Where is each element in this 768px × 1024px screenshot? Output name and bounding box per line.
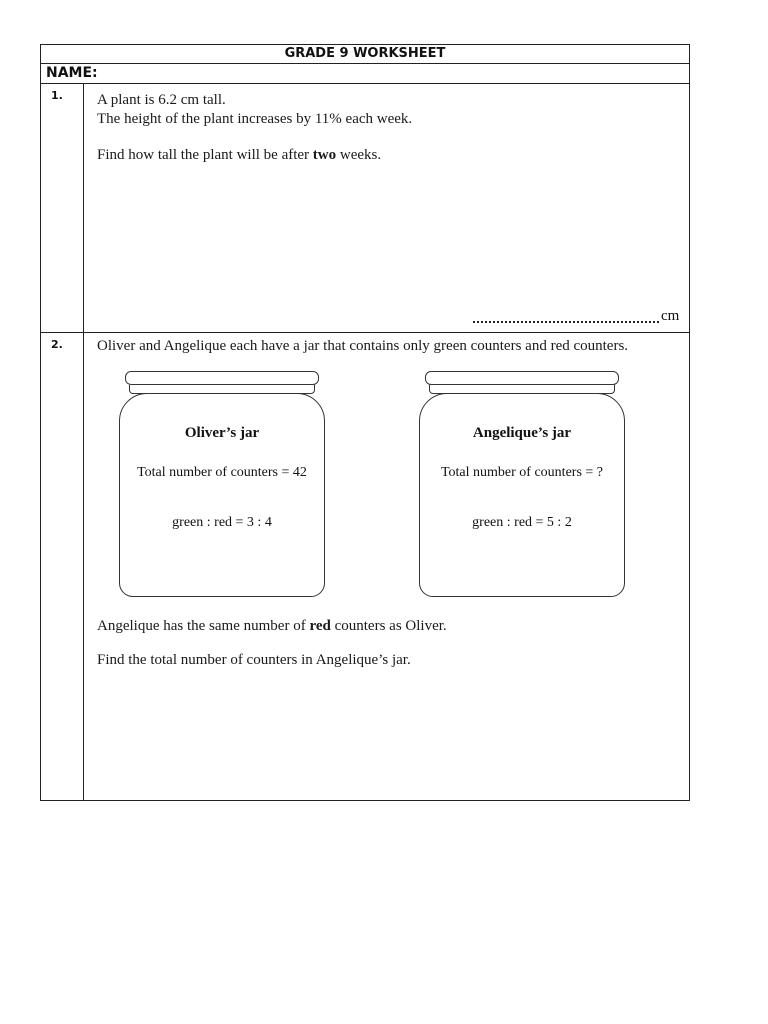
question-1-line-3-start: Find how tall the plant will be after [97,147,313,163]
jar-ratio: green : red = 5 : 2 [472,515,572,530]
question-1-line-2: The height of the plant increases by 11% each week. [97,111,413,127]
question-1-line-1: A plant is 6.2 cm tall. [97,92,226,108]
worksheet-title: GRADE 9 WORKSHEET [41,45,689,64]
question-2-statement-start: Angelique has the same number of [97,618,310,634]
question-2-emphasis: red [309,618,331,634]
question-1-number: 1. [51,89,63,102]
question-2-intro: Oliver and Angelique each have a jar that contains only green counters and red counters. [97,338,629,354]
jar-lid [125,371,319,385]
jar-total: Total number of counters = 42 [137,465,307,480]
jar-ratio: green : red = 3 : 4 [172,515,272,530]
question-1-line-3 [97,147,381,164]
number-column-divider [83,84,84,800]
answer-unit: cm [661,308,680,324]
question-2-number: 2. [51,338,63,351]
jar-title: Oliver’s jar [184,425,260,441]
question-1-line-3-end: weeks. [336,147,382,163]
olivers-jar [119,371,325,599]
answer-dotted-line [473,321,659,323]
worksheet-table [40,44,690,801]
question-2-statement-end: counters as Oliver. [330,618,447,634]
angeliques-jar [419,371,625,599]
question-divider [41,332,689,333]
jar-total: Total number of counters = ? [440,465,604,480]
question-2-statement [97,618,447,635]
jar-body [119,393,325,597]
question-1-emphasis: two [312,147,337,163]
name-label: NAME: [41,64,689,84]
jar-body [419,393,625,597]
jar-lid [425,371,619,385]
question-2-task: Find the total number of counters in Angelique’s jar. [97,652,411,668]
jar-title: Angelique’s jar [472,425,572,441]
